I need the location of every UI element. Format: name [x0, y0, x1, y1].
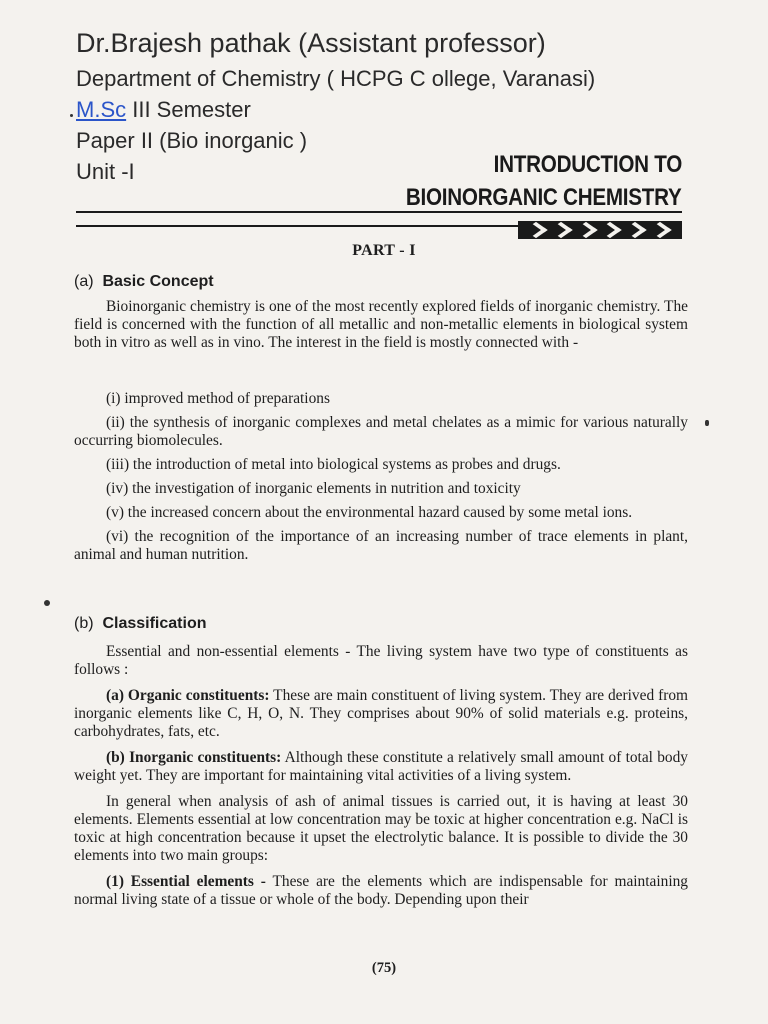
author-line: Dr.Brajesh pathak (Assistant professor): [76, 28, 546, 58]
basic-concept-paragraph: [74, 298, 688, 352]
list-item: (i) improved method of preparations: [106, 390, 330, 407]
chevron-right-icon: [623, 222, 646, 238]
section-marker: (a): [74, 273, 94, 290]
header-rule-bottom: [76, 225, 526, 227]
semester-text: III Semester: [126, 97, 251, 122]
classification-intro: Essential and non-essential elements - The living system have two type of constituents as follows :: [74, 643, 688, 678]
chapter-title-line-2: BIOINORGANIC CHEMISTRY: [406, 184, 682, 211]
page-number: (75): [371, 960, 397, 976]
section-title: Basic Concept: [102, 273, 214, 290]
section-title: Classification: [102, 615, 207, 632]
chevron-right-icon: [525, 222, 548, 238]
interest-list: [74, 390, 688, 570]
department-line: Department of Chemistry ( HCPG C ollege, Varanasi): [76, 66, 596, 91]
general-paragraph: In general when analysis of ash of animal tissues is carried out, it is having at least 30 elements. Elements essential at low concentration may be toxic at higher concentration e.g. NaCl is toxic at high concentration because it upset the electrolytic balance. It is possible to divide the 30 elements into two main groups:: [74, 793, 688, 864]
msc-link[interactable]: M.Sc: [76, 97, 127, 122]
paragraph-text: Bioinorganic chemistry is one of the most recently explored fields of inorganic chemistry. The field is concerned with the function of all metallic and non-metallic elements in biological system both in vitro as well as in vino. The interest in the field is mostly connected with -: [74, 298, 688, 351]
list-item: (vi) the recognition of the importance of an increasing number of trace elements in plant, animal and human nutrition.: [74, 528, 688, 563]
semester-line: [76, 97, 251, 123]
essential-paragraph: [74, 873, 688, 909]
essential-text: These are the elements which are indispensable for maintaining normal living state of a tissue or whole of the body. Depending upon their: [74, 873, 688, 908]
header-rule-top: [76, 211, 682, 213]
margin-mark: [705, 420, 709, 426]
inorganic-label: (b) Inorganic constituents:: [106, 749, 282, 766]
chevron-right-icon: [648, 222, 671, 238]
essential-label: (1) Essential elements -: [106, 873, 266, 890]
list-item: (v) the increased concern about the environmental hazard caused by some metal ions.: [106, 504, 633, 521]
stray-dot: [70, 114, 73, 117]
inorganic-text: Although these constitute a relatively small amount of total body weight yet. They are important for maintaining vital activities of a living system.: [74, 749, 688, 784]
section-heading-a: [74, 273, 214, 291]
chevron-right-icon: [549, 222, 572, 238]
list-item: (iii) the introduction of metal into biological systems as probes and drugs.: [106, 456, 561, 473]
inorganic-paragraph: [74, 749, 688, 785]
section-marker: (b): [74, 615, 94, 632]
list-item: (iv) the investigation of inorganic elements in nutrition and toxicity: [106, 480, 521, 497]
chevron-banner: [518, 221, 682, 239]
chevron-right-icon: [599, 222, 622, 238]
organic-paragraph: [74, 687, 688, 741]
section-heading-b: [74, 615, 206, 633]
margin-dot: [44, 600, 50, 606]
classification-body: [74, 643, 688, 909]
chevron-right-icon: [574, 222, 597, 238]
list-item: (ii) the synthesis of inorganic complexes and metal chelates as a mimic for various naturally occurring biomolecules.: [74, 414, 688, 449]
chapter-title-line-1: INTRODUCTION TO: [493, 151, 682, 178]
paper-line: Paper II (Bio inorganic ): [76, 128, 308, 153]
organic-label: (a) Organic constituents:: [106, 687, 270, 704]
organic-text: These are main constituent of living system. They are derived from inorganic elements like C, H, O, N. They comprises about 90% of solid materials e.g. proteins, carbohydrates, fats, etc.: [74, 687, 688, 740]
part-label: PART - I: [352, 242, 416, 259]
unit-line: Unit -I: [76, 159, 135, 184]
